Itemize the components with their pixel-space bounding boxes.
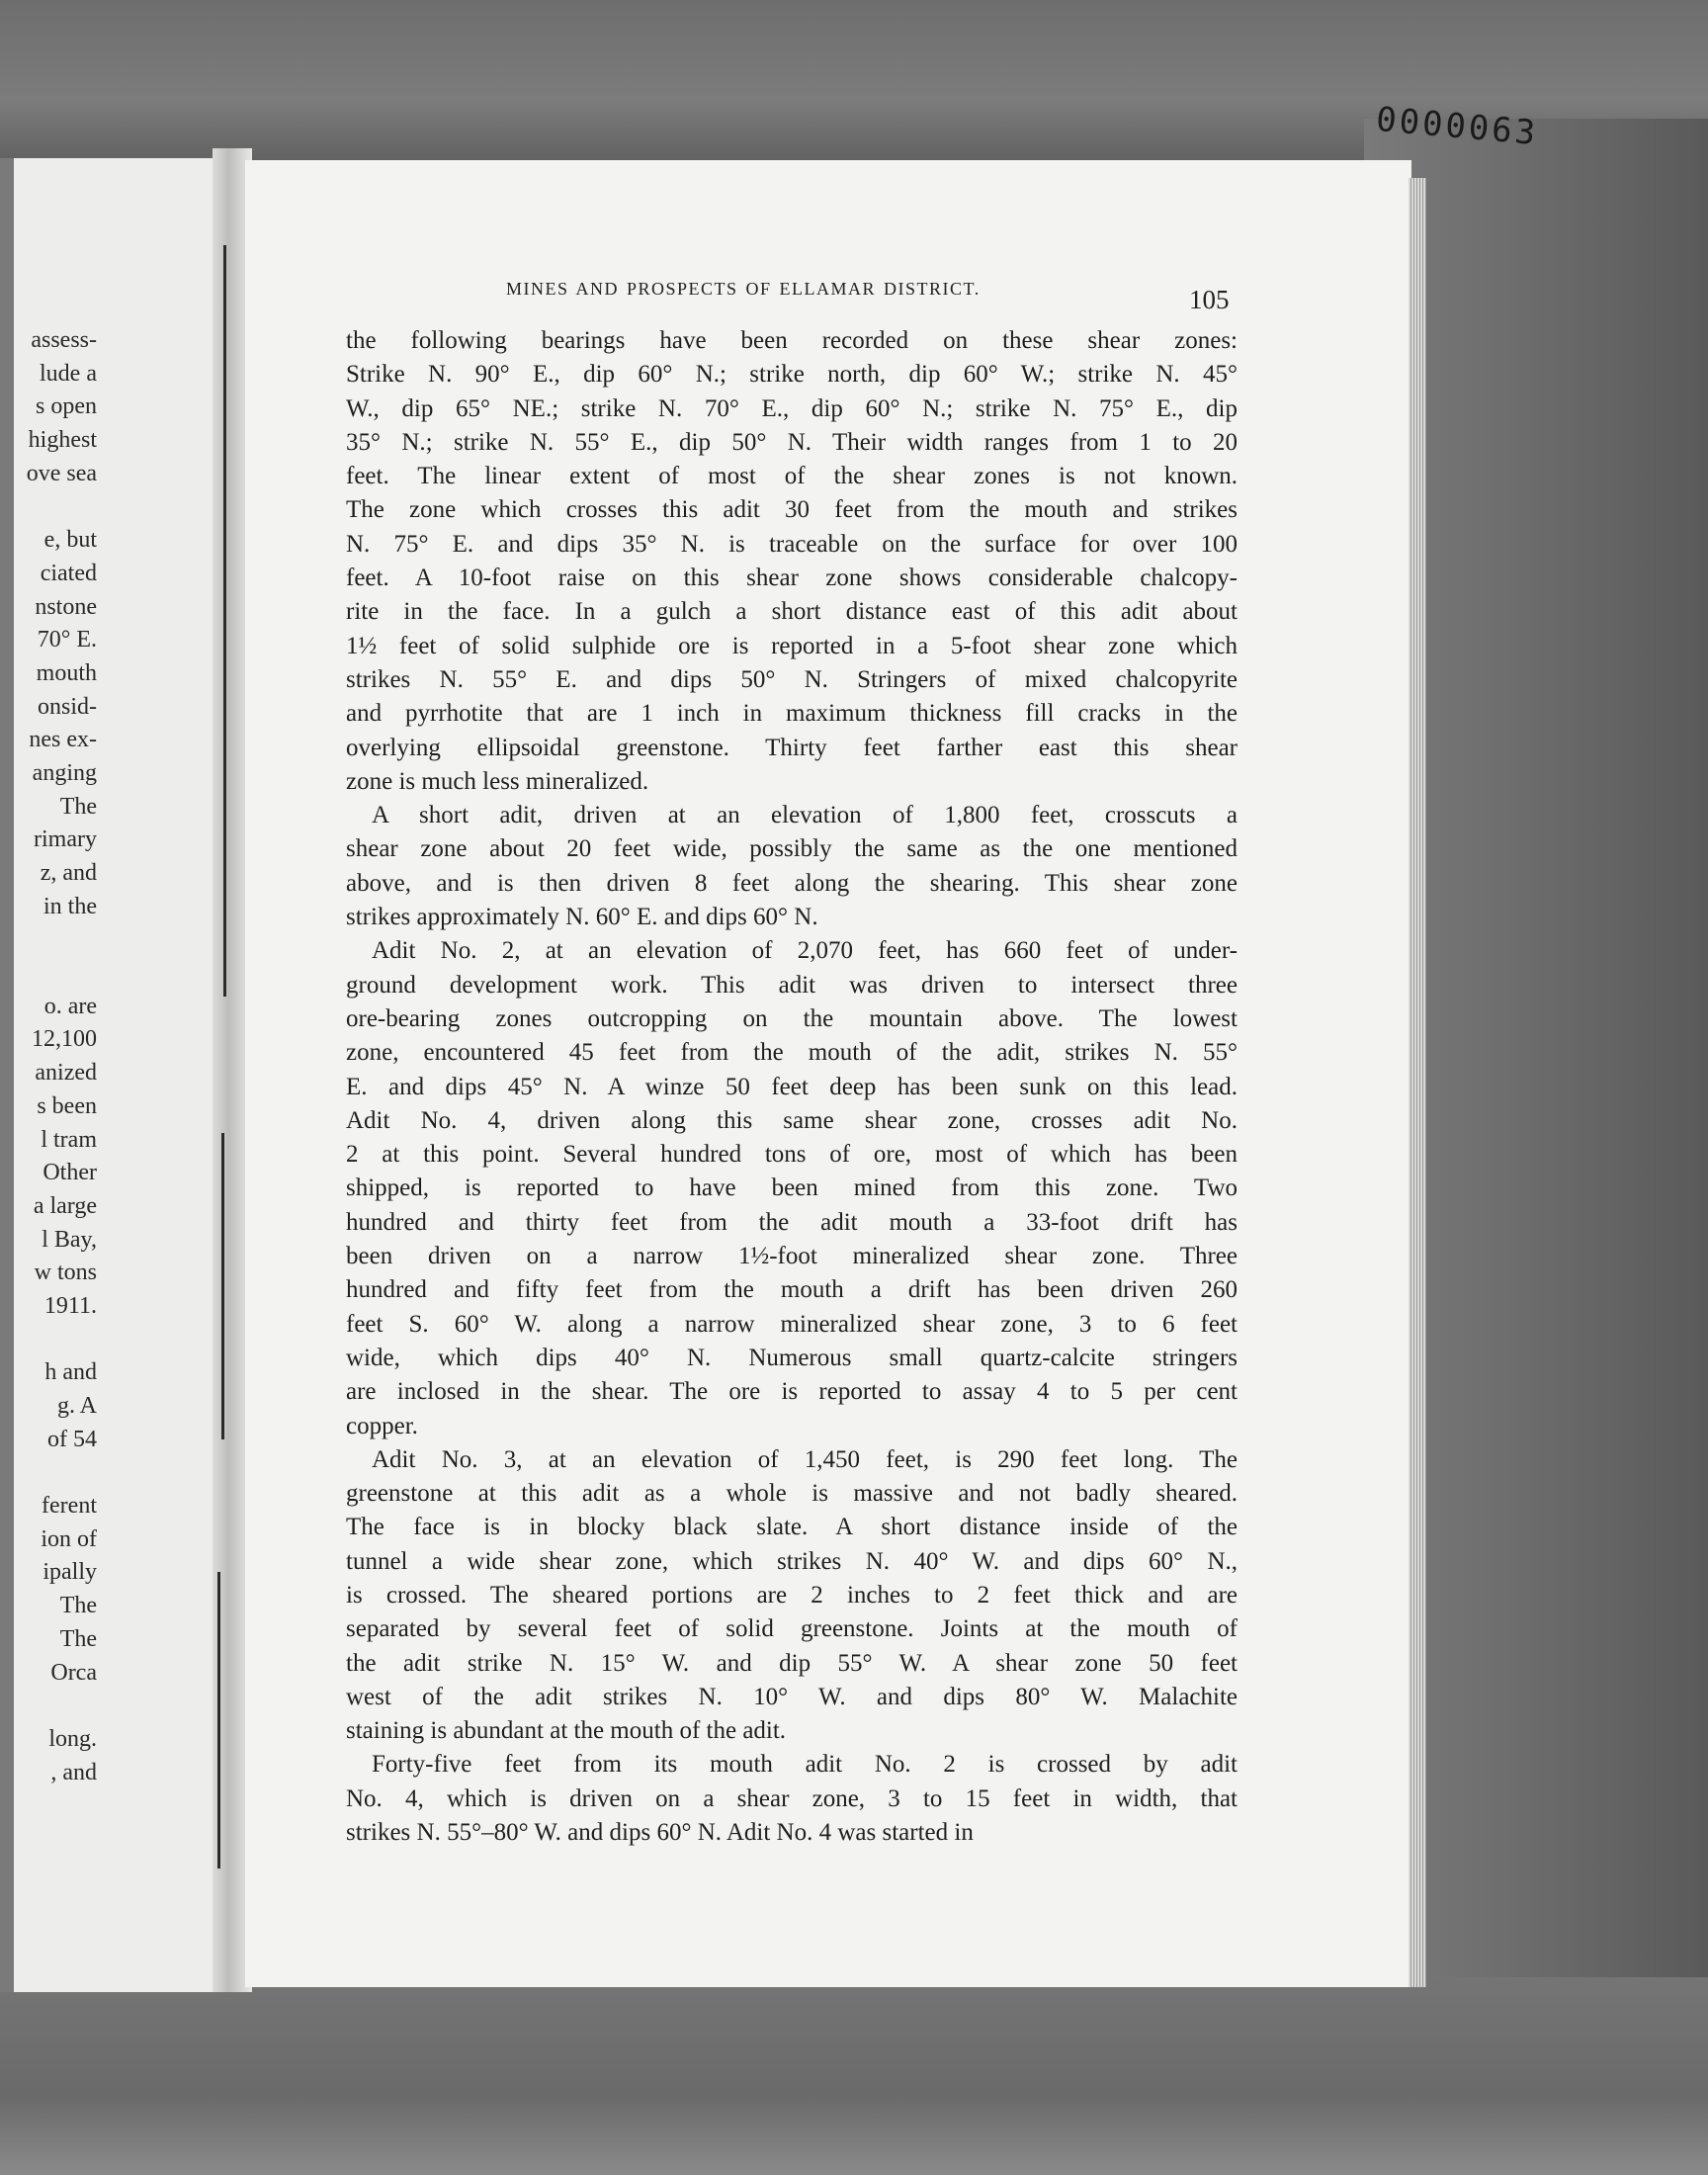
left-page-fragment: onsid- <box>38 693 97 720</box>
left-page-fragment: rimary <box>34 826 97 853</box>
text-line: feet S. 60° W. along a narrow mineralized shear zone, 3 to 6 feet <box>346 1310 1238 1338</box>
left-page-fragment: ipally <box>43 1559 97 1586</box>
left-page-fragment: ferent <box>42 1493 97 1520</box>
text-line: hundred and thirty feet from the adit mouth a 33-foot drift has <box>346 1208 1238 1236</box>
text-line: The face is in blocky black slate. A short distance inside of the <box>346 1514 1238 1541</box>
left-page-fragment: s open <box>36 393 97 420</box>
left-page-fragment: l tram <box>41 1126 97 1153</box>
left-page-fragment: 1911. <box>43 1292 97 1319</box>
text-line: staining is abundant at the mouth of the adit. <box>346 1717 787 1745</box>
text-line: copper. <box>346 1412 418 1439</box>
text-line: Strike N. 90° E., dip 60° N.; strike north, dip 60° W.; strike N. 45° <box>346 361 1238 389</box>
left-page-fragment: assess- <box>31 327 97 353</box>
paragraph <box>346 799 1238 934</box>
text-line: been driven on a narrow 1½-foot mineralized shear zone. Three <box>346 1243 1238 1270</box>
text-line: are inclosed in the shear. The ore is reported to assay 4 to 5 per cent <box>346 1378 1238 1406</box>
left-page-fragment: The <box>59 1593 97 1619</box>
text-line: feet. The linear extent of most of the shear zones is not known. <box>346 463 1238 490</box>
left-page-fragment <box>8 957 97 991</box>
left-page-fragment: ove sea <box>26 460 97 486</box>
text-line: greenstone at this adit as a whole is massive and not badly sheared. <box>346 1480 1238 1508</box>
left-page-fragment: Orca <box>50 1659 97 1686</box>
gutter-mark <box>223 245 226 997</box>
left-page-fragment: of 54 <box>47 1426 97 1452</box>
text-line: feet. A 10-foot raise on this shear zone shows considerable chalcopy- <box>346 565 1238 592</box>
text-line: strikes approximately N. 60° E. and dips 60° N. <box>346 904 818 931</box>
left-page-fragment: Other <box>43 1160 97 1186</box>
text-line: 2 at this point. Several hundred tons of ore, most of which has been <box>346 1141 1238 1169</box>
left-page-fragment: lude a <box>40 360 97 387</box>
page-number: 105 <box>1189 285 1230 314</box>
left-page-fragment: 12,100 <box>32 1026 97 1053</box>
text-line: west of the adit strikes N. 10° W. and dips 80° W. Malachite <box>346 1683 1238 1710</box>
left-page-fragment <box>8 1324 97 1357</box>
text-line: and pyrrhotite that are 1 inch in maximum thickness fill cracks in the <box>346 700 1238 728</box>
left-page-fragment: z, and <box>40 860 97 886</box>
left-page-fragment <box>8 923 97 957</box>
left-page-fragment: 70° E. <box>37 627 97 653</box>
text-line: above, and is then driven 8 feet along the shearing. This shear zone <box>346 869 1238 897</box>
text-line: is crossed. The sheared portions are 2 inches to 2 feet thick and are <box>346 1581 1238 1609</box>
left-page-fragment: l Bay, <box>42 1226 97 1253</box>
text-line: the following bearings have been recorded on these shear zones: <box>346 327 1238 354</box>
left-page-fragment <box>8 490 97 524</box>
text-line: tunnel a wide shear zone, which strikes N. 40° W. and dips 60° N., <box>346 1547 1238 1575</box>
page-stack-edge <box>1409 178 1426 1987</box>
left-page-fragment: , and <box>50 1759 97 1785</box>
left-page-fragment: in the <box>43 893 97 919</box>
paragraph <box>346 934 1238 1442</box>
text-line: separated by several feet of solid greenstone. Joints at the mouth of <box>346 1615 1238 1643</box>
paragraph <box>346 1443 1238 1749</box>
text-line: No. 4, which is driven on a shear zone, 3 to 15 feet in width, that <box>346 1784 1238 1812</box>
text-line: shear zone about 20 feet wide, possibly the same as the one mentioned <box>346 835 1238 863</box>
left-page-fragment: w tons <box>34 1260 97 1286</box>
text-line: rite in the face. In a gulch a short distance east of this adit about <box>346 598 1238 626</box>
left-page-fragment: mouth <box>36 659 97 686</box>
left-page-fragment: g. A <box>56 1393 97 1419</box>
text-line: wide, which dips 40° N. Numerous small quartz-calcite stringers <box>346 1344 1238 1371</box>
paragraph <box>346 324 1238 799</box>
text-line: Adit No. 2, at an elevation of 2,070 feet, has 660 feet of under- <box>372 937 1238 965</box>
text-line: Adit No. 4, driven along this same shear zone, crosses adit No. <box>346 1106 1238 1134</box>
text-line: zone is much less mineralized. <box>346 767 649 795</box>
left-page-fragment: nes ex- <box>29 727 97 753</box>
gutter-mark <box>221 1133 224 1439</box>
text-line: E. and dips 45° N. A winze 50 feet deep has been sunk on this lead. <box>346 1073 1238 1100</box>
scan-border-bottom <box>0 1977 1708 2175</box>
running-head: MINES AND PROSPECTS OF ELLAMAR DISTRICT. <box>506 279 981 299</box>
left-page-fragment: highest <box>28 427 97 454</box>
text-line: ground development work. This adit was driven to intersect three <box>346 971 1238 999</box>
left-page-fragment: s been <box>37 1092 97 1119</box>
left-page-fragment: o. are <box>43 993 97 1019</box>
left-page-fragment: The <box>59 1625 97 1652</box>
left-page-fragment <box>8 1456 97 1490</box>
body-text <box>346 324 1238 1850</box>
left-page-text-fragments <box>8 324 97 1789</box>
text-line: hundred and fifty feet from the mouth a drift has been driven 260 <box>346 1276 1238 1304</box>
text-line: A short adit, driven at an elevation of 1,800 feet, crosscuts a <box>372 802 1238 829</box>
paragraph <box>346 1748 1238 1850</box>
left-page-fragment: long. <box>48 1725 97 1752</box>
left-page-fragment: ion of <box>41 1525 97 1552</box>
gutter-mark <box>217 1572 220 1869</box>
left-page-fragment: anized <box>35 1060 97 1087</box>
left-page-fragment <box>8 1690 97 1723</box>
text-line: N. 75° E. and dips 35° N. is traceable on the surface for over 100 <box>346 530 1238 558</box>
text-line: strikes N. 55°–80° W. and dips 60° N. Adit No. 4 was started in <box>346 1819 974 1847</box>
text-line: shipped, is reported to have been mined from this zone. Two <box>346 1174 1238 1202</box>
text-line: ore-bearing zones outcropping on the mountain above. The lowest <box>346 1004 1238 1032</box>
left-page-fragment: h and <box>44 1359 97 1386</box>
left-page-fragment: e, but <box>43 527 97 554</box>
text-line: The zone which crosses this adit 30 feet from the mouth and strikes <box>346 496 1238 524</box>
left-page-fragment: anging <box>32 759 97 786</box>
left-page-fragment: nstone <box>35 593 97 620</box>
text-line: 35° N.; strike N. 55° E., dip 50° N. Their width ranges from 1 to 20 <box>346 428 1238 456</box>
text-line: strikes N. 55° E. and dips 50° N. Stringers of mixed chalcopyrite <box>346 665 1238 693</box>
left-page-fragment: The <box>59 793 97 820</box>
text-line: 1½ feet of solid sulphide ore is reported in a 5-foot shear zone which <box>346 632 1238 659</box>
text-line: Adit No. 3, at an elevation of 1,450 feet, is 290 feet long. The <box>372 1445 1238 1473</box>
text-line: W., dip 65° NE.; strike N. 70° E., dip 60° N.; strike N. 75° E., dip <box>346 394 1238 422</box>
text-line: zone, encountered 45 feet from the mouth of the adit, strikes N. 55° <box>346 1039 1238 1067</box>
text-line: Forty-five feet from its mouth adit No. 2 is crossed by adit <box>372 1751 1238 1779</box>
text-line: overlying ellipsoidal greenstone. Thirty feet farther east this shear <box>346 734 1238 761</box>
text-line: the adit strike N. 15° W. and dip 55° W. A shear zone 50 feet <box>346 1649 1238 1677</box>
left-page-fragment: ciated <box>40 560 97 586</box>
document-stamp: 0000063 <box>1374 99 1540 154</box>
left-page-fragment: a large <box>33 1192 97 1219</box>
